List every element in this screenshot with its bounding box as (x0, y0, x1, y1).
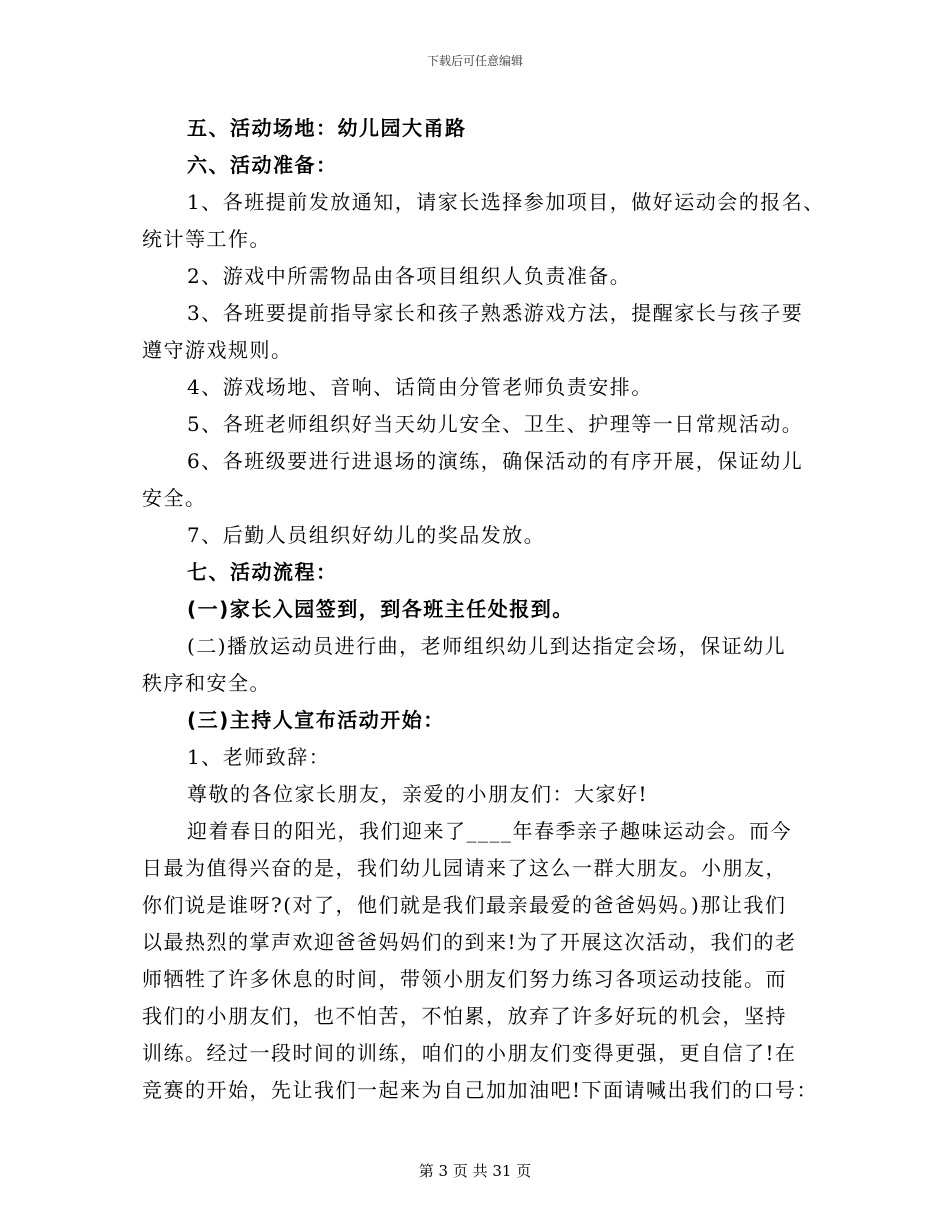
paragraph-line: 3、各班要提前指导家长和孩子熟悉游戏方法，提醒家长与孩子要 (187, 301, 804, 325)
paragraph-line: 安全。 (142, 486, 207, 510)
speech-line: 师牺牲了许多休息的时间，带领小朋友们努力练习各项运动技能。而 (142, 967, 787, 991)
speech-line: 训练。经过一段时间的训练，咱们的小朋友们变得更强，更自信了!在 (142, 1041, 797, 1065)
section-heading-process: 七、活动流程： (187, 560, 338, 584)
paragraph-line: 6、各班级要进行进退场的演练，确保活动的有序开展，保证幼儿 (187, 449, 804, 473)
speech-line: 竞赛的开始，先让我们一起来为自己加加油吧!下面请喊出我们的口号： (142, 1078, 819, 1102)
speech-line: 以最热烈的掌声欢迎爸爸妈妈们的到来!为了开展这次活动，我们的老 (142, 930, 797, 954)
speech-line: 迎着春日的阳光，我们迎来了____年春季亲子趣味运动会。而今 (187, 819, 792, 843)
speech-line: 我们的小朋友们，也不怕苦，不怕累，放弃了许多好玩的机会，坚持 (142, 1004, 787, 1028)
paragraph-line: 1、老师致辞： (187, 745, 331, 769)
page-footer: 第 3 页 共 31 页 (418, 1162, 532, 1180)
page-header: 下载后可任意编辑 (426, 54, 523, 68)
paragraph-line: 7、后勤人员组织好幼儿的奖品发放。 (187, 523, 546, 547)
speech-greeting: 尊敬的各位家长朋友，亲爱的小朋友们：大家好! (187, 782, 649, 806)
paragraph-line: 1、各班提前发放通知，请家长选择参加项目，做好运动会的报名、 (187, 190, 825, 214)
document-body (142, 110, 825, 1109)
speech-line: 你们说是谁呀?(对了，他们就是我们最亲最爱的爸爸妈妈。)那让我们 (142, 893, 787, 917)
paragraph-line: 4、游戏场地、音响、话筒由分管老师负责安排。 (187, 375, 653, 399)
process-step-3: (三)主持人宣布活动开始： (187, 708, 445, 732)
paragraph-line: 秩序和安全。 (142, 671, 271, 695)
process-step-1: (一)家长入园签到，到各班主任处报到。 (187, 597, 574, 621)
paragraph-line: 2、游戏中所需物品由各项目组织人负责准备。 (187, 264, 632, 288)
paragraph-line: 统计等工作。 (142, 227, 271, 251)
section-heading-venue: 五、活动场地：幼儿园大甬路 (187, 116, 467, 140)
section-heading-preparation: 六、活动准备： (187, 153, 338, 177)
paragraph-line: 5、各班老师组织好当天幼儿安全、卫生、护理等一日常规活动。 (187, 412, 804, 436)
speech-line: 日最为值得兴奋的是，我们幼儿园请来了这么一群大朋友。小朋友， (142, 856, 787, 880)
paragraph-line: 遵守游戏规则。 (142, 338, 293, 362)
process-step-2: (二)播放运动员进行曲，老师组织幼儿到达指定会场，保证幼儿 (187, 634, 787, 658)
